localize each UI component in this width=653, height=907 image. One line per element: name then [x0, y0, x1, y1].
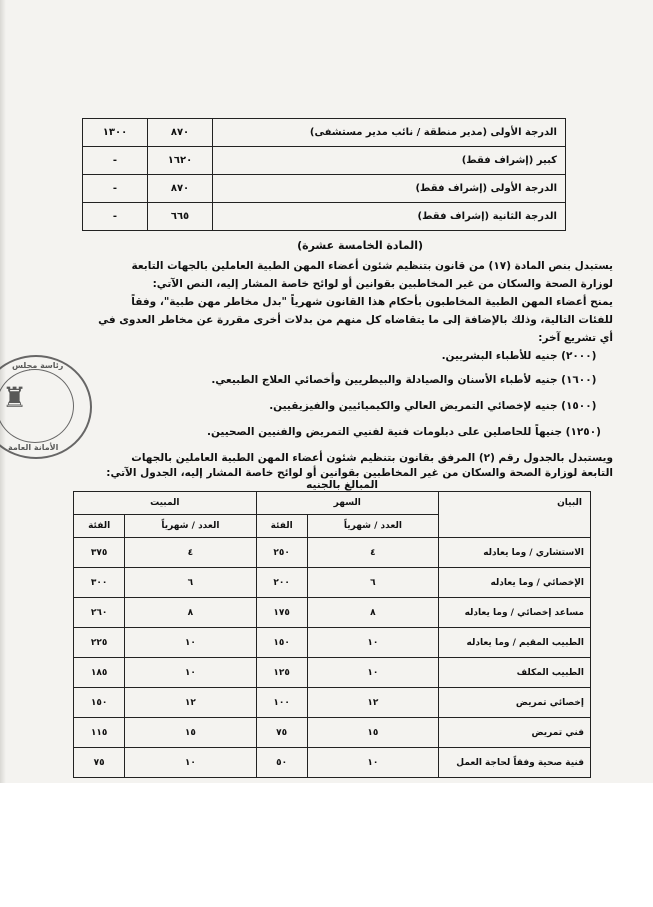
- table-cell: ٦: [125, 568, 256, 598]
- row-label: الاستشاري / وما يعادله: [439, 538, 591, 568]
- column-header: العدد / شهرياً: [307, 515, 438, 538]
- table-cell: ١٠٠: [256, 688, 307, 718]
- column-group-header: السهر: [256, 492, 438, 515]
- table-row: [74, 568, 591, 598]
- category-text: لإخصائي التمريض العالي والكيميائيين والفيزيقيين.: [269, 400, 532, 412]
- table-row: [74, 688, 591, 718]
- table-row: [74, 538, 591, 568]
- table-cell: ٦: [307, 568, 438, 598]
- column-group-header: المبيت: [74, 492, 257, 515]
- table-cell: ١٠: [125, 748, 256, 778]
- table-cell: ٢٥٠: [256, 538, 307, 568]
- table-cell: ٨٧٠: [148, 175, 213, 203]
- article-title: (المادة الخامسة عشرة): [297, 239, 423, 252]
- table-cell: ١٠: [125, 628, 256, 658]
- table-row: [74, 718, 591, 748]
- table-cell: ١٥٠: [74, 688, 125, 718]
- table-cell: ١١٥: [74, 718, 125, 748]
- category-amount: (١٦٠٠) جنيه: [535, 374, 597, 386]
- table-cell: ٢٦٠: [74, 598, 125, 628]
- column-header: الفئة: [74, 515, 125, 538]
- seal-bottom-text: الأمانة العامة: [8, 443, 59, 452]
- amounts-caption: المبالغ بالجنيه: [306, 479, 378, 491]
- table-cell: ١٠: [307, 748, 438, 778]
- table-row: [83, 147, 566, 175]
- table-row: [83, 119, 566, 147]
- table-cell: ١٣٠٠: [83, 119, 148, 147]
- table-cell: ١٨٥: [74, 658, 125, 688]
- category-amount: (١٥٠٠) جنيه: [535, 400, 597, 412]
- table-cell: ١٠: [307, 658, 438, 688]
- table-row: [74, 628, 591, 658]
- table-cell: ٤: [307, 538, 438, 568]
- table-cell: ١٥: [307, 718, 438, 748]
- paragraph-line: التابعة لوزارة الصحة والسكان من غير المخاطبين بقوانين أو لوائح خاصة المشار إليه، الجدول الآتي:: [106, 467, 613, 479]
- table-cell: -: [83, 203, 148, 231]
- table-cell: ٥٠: [256, 748, 307, 778]
- paragraph-line: يستبدل بنص المادة (١٧) من قانون بتنظيم شئون أعضاء المهن الطبية العاملين بالجهات التابعة: [131, 260, 613, 272]
- category-amount: (٢٠٠٠) جنيه: [535, 350, 597, 362]
- table-cell: كبير (إشراف فقط): [213, 147, 566, 175]
- table-row: [74, 658, 591, 688]
- table-cell: ٧٥: [74, 748, 125, 778]
- row-label: الإخصائي / وما يعادله: [439, 568, 591, 598]
- table-cell: ٢٠٠: [256, 568, 307, 598]
- table-cell: الدرجة الأولى (إشراف فقط): [213, 175, 566, 203]
- table-row: [83, 175, 566, 203]
- paragraph-line: للفئات التالية، وذلك بالإضافة إلى ما يتقاضاه كل منهم من بدلات أخرى مقررة عن مخاطر العدوى في: [98, 314, 613, 326]
- row-label: فني تمريض: [439, 718, 591, 748]
- table-cell: ١٢: [125, 688, 256, 718]
- seal-top-text: رئاسة مجلس: [12, 361, 64, 370]
- table-cell: ٣٧٥: [74, 538, 125, 568]
- table-cell: ١٧٥: [256, 598, 307, 628]
- category-item: [442, 350, 613, 362]
- table-cell: ٤: [125, 538, 256, 568]
- category-text: لأطباء الأسنان والصيادلة والبيطريين وأخصائي العلاج الطبيعي.: [211, 374, 532, 386]
- table-cell: -: [83, 175, 148, 203]
- column-header-label: البيان: [439, 492, 591, 538]
- table-cell: ٨: [125, 598, 256, 628]
- row-label: مساعد إخصائي / وما يعادله: [439, 598, 591, 628]
- paragraph-line: لوزارة الصحة والسكان من غير المخاطبين بقوانين أو لوائح خاصة المشار إليه، النص الآتي:: [152, 278, 613, 290]
- table-row: [74, 598, 591, 628]
- paragraph-line: أي تشريع آخر:: [538, 332, 613, 344]
- table-cell: ١٥٠: [256, 628, 307, 658]
- table-cell: الدرجة الأولى (مدير منطقة / نائب مدير مستشفى): [213, 119, 566, 147]
- column-header: الفئة: [256, 515, 307, 538]
- paragraph-line: يمنح أعضاء المهن الطبية المخاطبون بأحكام هذا القانون شهرياً "بدل مخاطر مهن طبية"، وفقاً: [131, 296, 613, 308]
- row-label: الطبيب المقيم / وما يعادله: [439, 628, 591, 658]
- table-cell: ١٢٥: [256, 658, 307, 688]
- row-label: الطبيب المكلف: [439, 658, 591, 688]
- category-amount: (١٢٥٠) جنيهاً: [535, 426, 601, 438]
- table-cell: -: [83, 147, 148, 175]
- table-cell: ٧٥: [256, 718, 307, 748]
- table-row: [83, 203, 566, 231]
- eagle-icon: ♜: [2, 381, 28, 414]
- table-cell: ١٠: [125, 658, 256, 688]
- row-label: إخصائي تمريض: [439, 688, 591, 718]
- category-text: للحاصلين على دبلومات فنية لفنيي التمريض والفنيين الصحيين.: [206, 426, 532, 438]
- row-label: فنية صحية وفقاً لحاجة العمل: [439, 748, 591, 778]
- table-cell: ٦٦٥: [148, 203, 213, 231]
- table-cell: ٨٧٠: [148, 119, 213, 147]
- paragraph-line: ويستبدل بالجدول رقم (٢) المرفق بقانون بتنظيم شئون أعضاء المهن الطبية العاملين بالجهات: [131, 452, 613, 464]
- table-cell: ١٦٢٠: [148, 147, 213, 175]
- table-row: [74, 748, 591, 778]
- category-item: [269, 400, 613, 412]
- allowances-table: [73, 491, 591, 778]
- table-header-row: [74, 492, 591, 515]
- table-cell: ٣٠٠: [74, 568, 125, 598]
- category-item: [211, 374, 613, 386]
- table-cell: ٨: [307, 598, 438, 628]
- table-cell: ١٥: [125, 718, 256, 748]
- table-cell: ٢٢٥: [74, 628, 125, 658]
- category-item: [207, 426, 613, 438]
- grades-table: [82, 118, 566, 231]
- table-cell: ١٢: [307, 688, 438, 718]
- table-cell: الدرجة الثانية (إشراف فقط): [213, 203, 566, 231]
- category-text: للأطباء البشريين.: [441, 350, 532, 362]
- column-header: العدد / شهرياً: [125, 515, 256, 538]
- table-cell: ١٠: [307, 628, 438, 658]
